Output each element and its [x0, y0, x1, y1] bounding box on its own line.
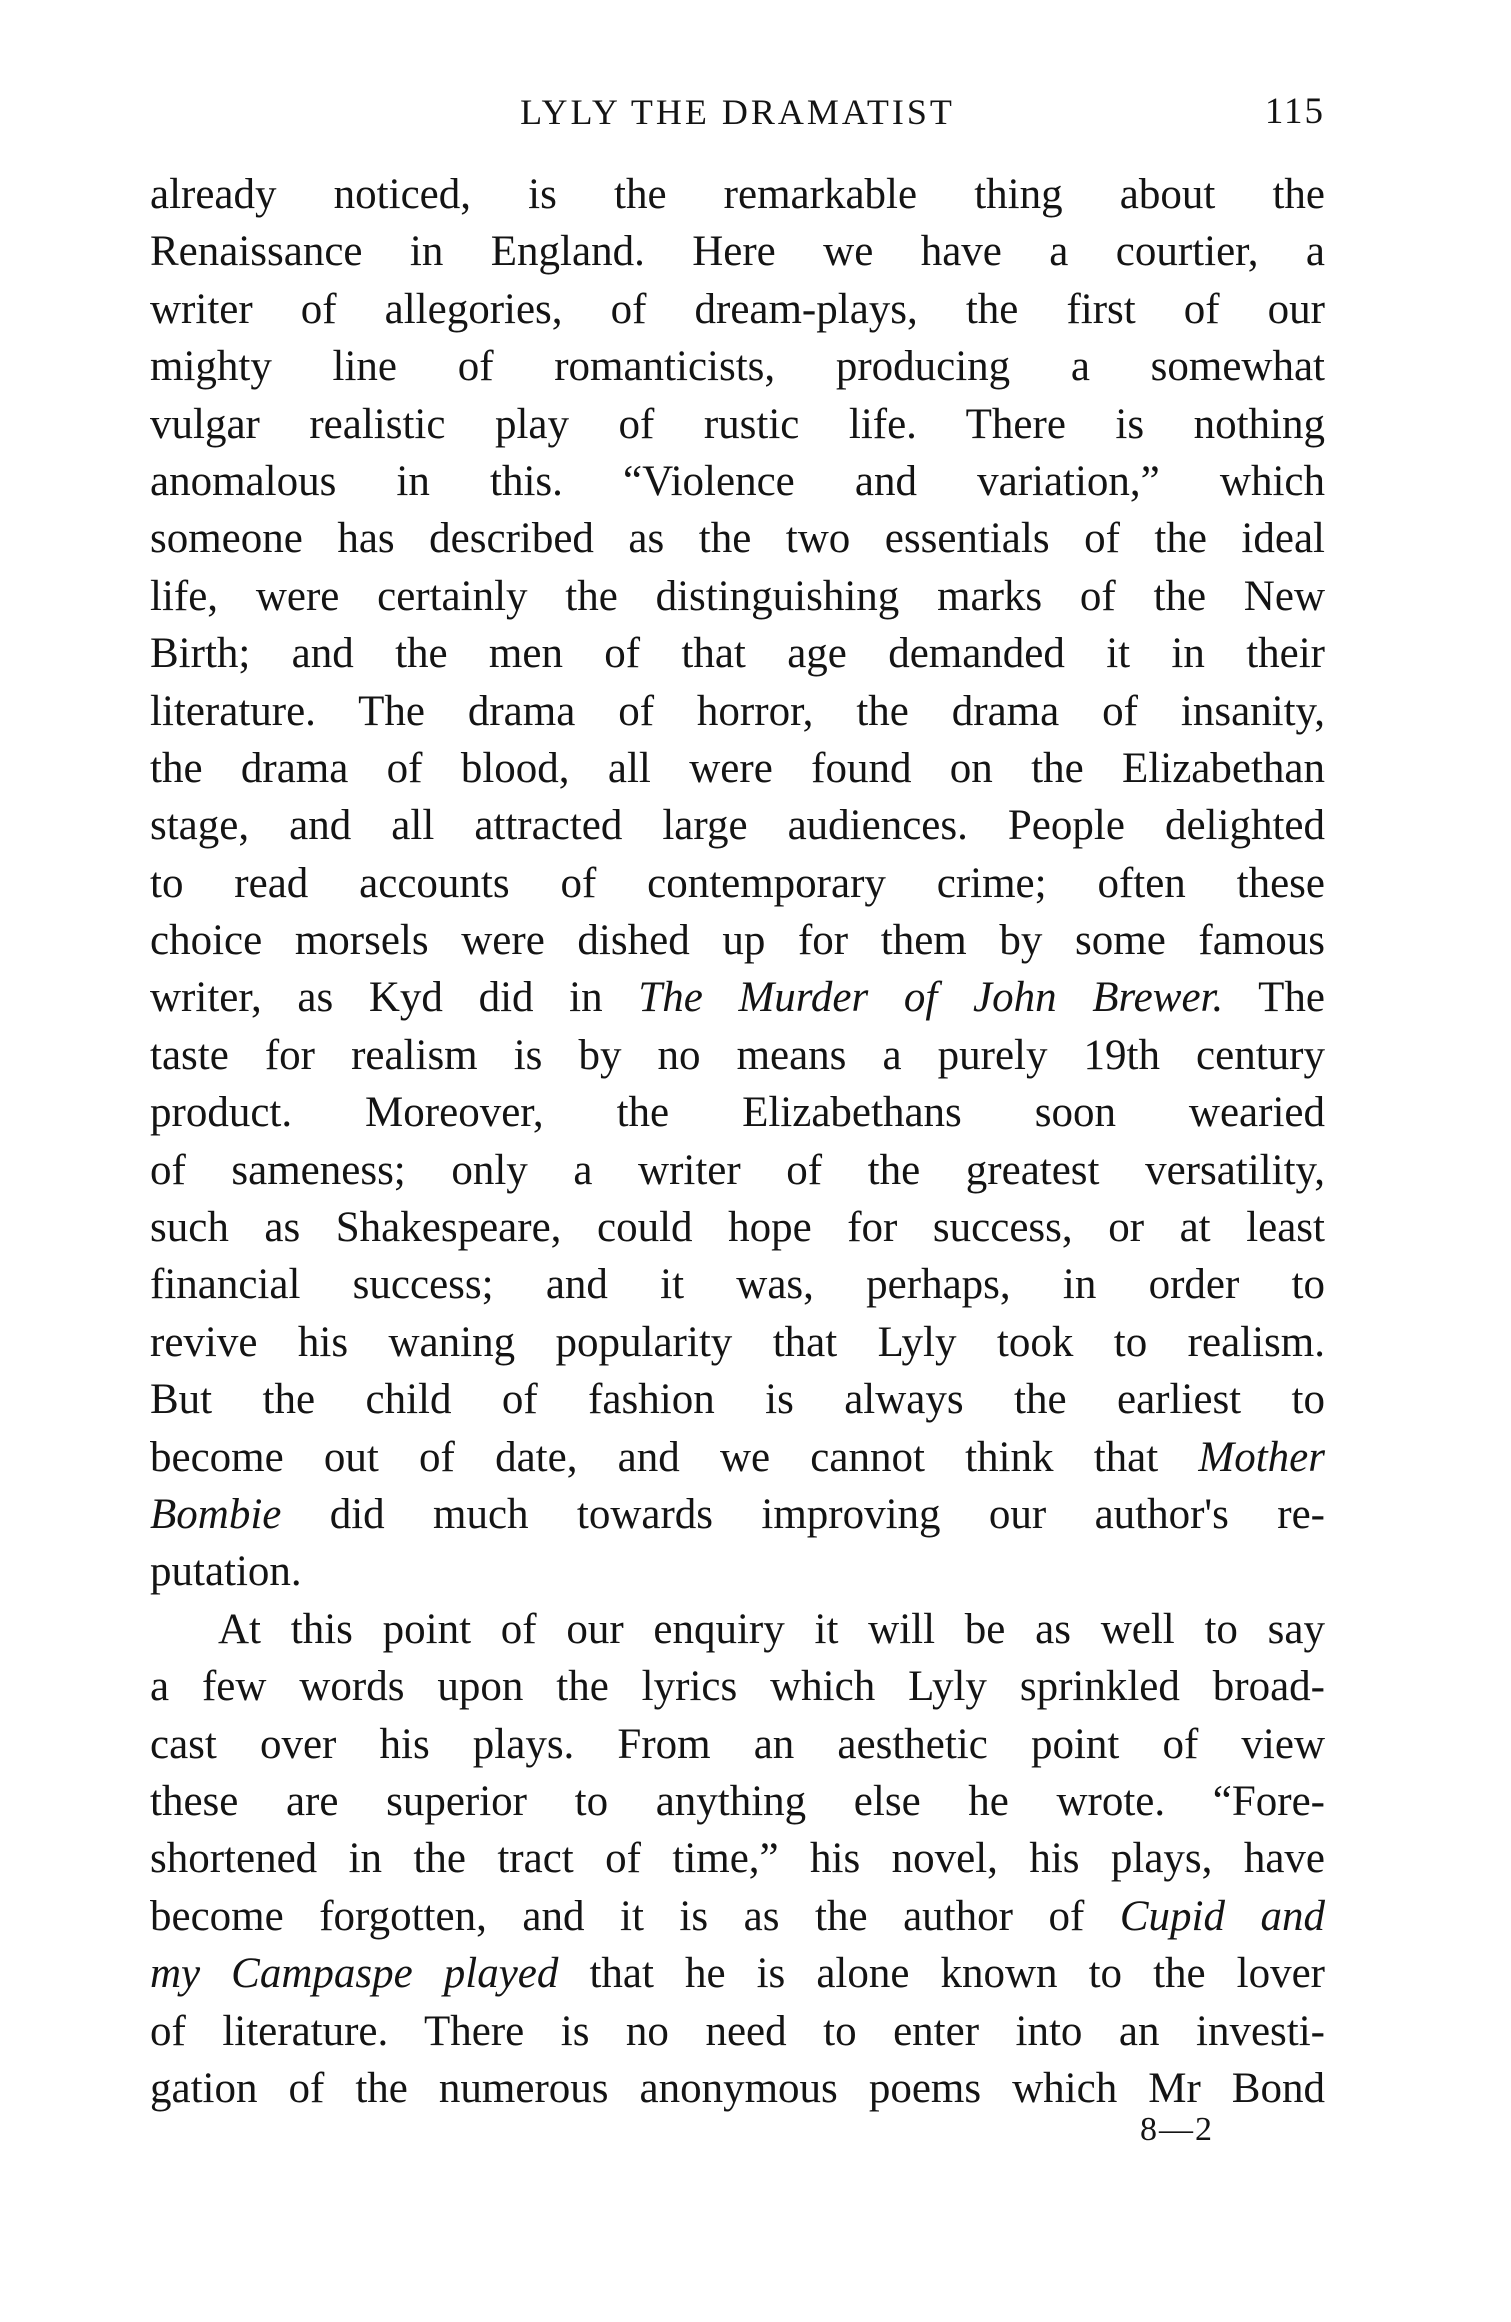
text-segment: stage, and all attracted large audiences. People delighted — [150, 802, 1325, 850]
text-segment: such as Shakespeare, could hope for success, or at least — [150, 1204, 1325, 1252]
text-segment: a few words upon the lyrics which Lyly sprinkled broad- — [150, 1663, 1325, 1711]
text-segment: writer, as Kyd did in — [150, 974, 639, 1022]
text-segment: The — [1223, 974, 1325, 1022]
text-line — [150, 281, 1325, 338]
text-line — [150, 969, 1325, 1026]
italic-title-text: my Campaspe played — [150, 1950, 559, 1998]
text-segment: of sameness; only a writer of the greatest versatility, — [150, 1146, 1325, 1194]
text-segment: gation of the numerous anonymous poems which Mr Bond — [150, 2064, 1325, 2112]
text-segment: become out of date, and we cannot think that — [150, 1433, 1199, 1481]
text-segment: become forgotten, and it is as the author of — [150, 1892, 1120, 1940]
text-segment: revive his waning popularity that Lyly took to realism. — [150, 1318, 1325, 1366]
text-segment: of literature. There is no need to enter into an investi- — [150, 2007, 1325, 2055]
text-segment: anomalous in this. “Violence and variation,” which — [150, 457, 1325, 505]
text-segment: cast over his plays. From an aesthetic point of view — [150, 1720, 1325, 1768]
text-line — [150, 797, 1325, 854]
text-line — [150, 740, 1325, 797]
text-line — [150, 338, 1325, 395]
text-segment: writer of allegories, of dream-plays, the first of our — [150, 285, 1325, 333]
italic-title-text: Bombie — [150, 1490, 282, 1538]
text-segment: vulgar realistic play of rustic life. There is nothing — [150, 400, 1325, 448]
text-line — [150, 1142, 1325, 1199]
text-line — [150, 1945, 1325, 2002]
text-segment: shortened in the tract of time,” his novel, his plays, have — [150, 1835, 1325, 1883]
text-segment: to read accounts of contemporary crime; often these — [150, 859, 1325, 907]
text-segment: life, were certainly the distinguishing marks of the New — [150, 572, 1325, 620]
text-line — [150, 1888, 1325, 1945]
text-line — [150, 625, 1325, 682]
text-segment: Birth; and the men of that age demanded it in their — [150, 630, 1325, 678]
body-text — [150, 166, 1325, 2117]
text-line — [150, 1486, 1325, 1543]
text-segment: taste for realism is by no means a purely 19th century — [150, 1031, 1325, 1079]
text-line — [150, 453, 1325, 510]
text-segment: Renaissance in England. Here we have a courtier, a — [150, 228, 1325, 276]
text-line — [150, 1601, 1325, 1658]
italic-title-text: Mother — [1198, 1433, 1325, 1481]
text-line — [150, 396, 1325, 453]
text-line — [150, 1658, 1325, 1715]
text-line — [150, 1830, 1325, 1887]
text-line — [150, 1084, 1325, 1141]
page-number: 115 — [1264, 91, 1325, 132]
text-segment: But the child of fashion is always the earliest to — [150, 1376, 1325, 1424]
text-line — [150, 223, 1325, 280]
text-segment: mighty line of romanticists, producing a somewhat — [150, 343, 1325, 391]
text-line — [150, 1314, 1325, 1371]
text-line — [150, 1429, 1325, 1486]
text-line — [150, 1199, 1325, 1256]
text-segment: did much towards improving our author's re- — [281, 1490, 1325, 1538]
text-segment: these are superior to anything else he wrote. “Fore- — [150, 1777, 1325, 1825]
text-line — [150, 1773, 1325, 1830]
text-line — [150, 1716, 1325, 1773]
italic-title-text: Cupid and — [1119, 1892, 1325, 1940]
text-line — [150, 1371, 1325, 1428]
text-line — [150, 2003, 1325, 2060]
text-segment: financial success; and it was, perhaps, in order to — [150, 1261, 1325, 1309]
text-segment: product. Moreover, the Elizabethans soon wearied — [150, 1089, 1325, 1137]
text-segment: At this point of our enquiry it will be as well to say — [218, 1605, 1325, 1653]
text-segment: that he is alone known to the lover — [558, 1950, 1326, 1998]
running-title: LYLY THE DRAMATIST — [520, 92, 955, 132]
text-line — [150, 1543, 1325, 1600]
signature-mark: 8—2 — [1140, 2111, 1214, 2148]
text-line — [150, 1256, 1325, 1313]
text-line — [150, 912, 1325, 969]
text-segment: choice morsels were dished up for them by some famous — [150, 917, 1325, 965]
text-line — [150, 166, 1325, 223]
text-line — [150, 1027, 1325, 1084]
running-head — [150, 82, 1325, 142]
text-line — [150, 510, 1325, 567]
text-segment: putation. — [150, 1548, 302, 1596]
text-segment: the drama of blood, all were found on the Elizabethan — [150, 744, 1325, 792]
text-segment: someone has described as the two essentials of the ideal — [150, 515, 1325, 563]
italic-title-text: The Murder of John Brewer. — [638, 974, 1224, 1022]
text-line — [150, 683, 1325, 740]
text-segment: literature. The drama of horror, the drama of insanity, — [150, 687, 1325, 735]
text-segment: already noticed, is the remarkable thing about the — [150, 171, 1325, 218]
text-line — [150, 568, 1325, 625]
text-line — [150, 855, 1325, 912]
